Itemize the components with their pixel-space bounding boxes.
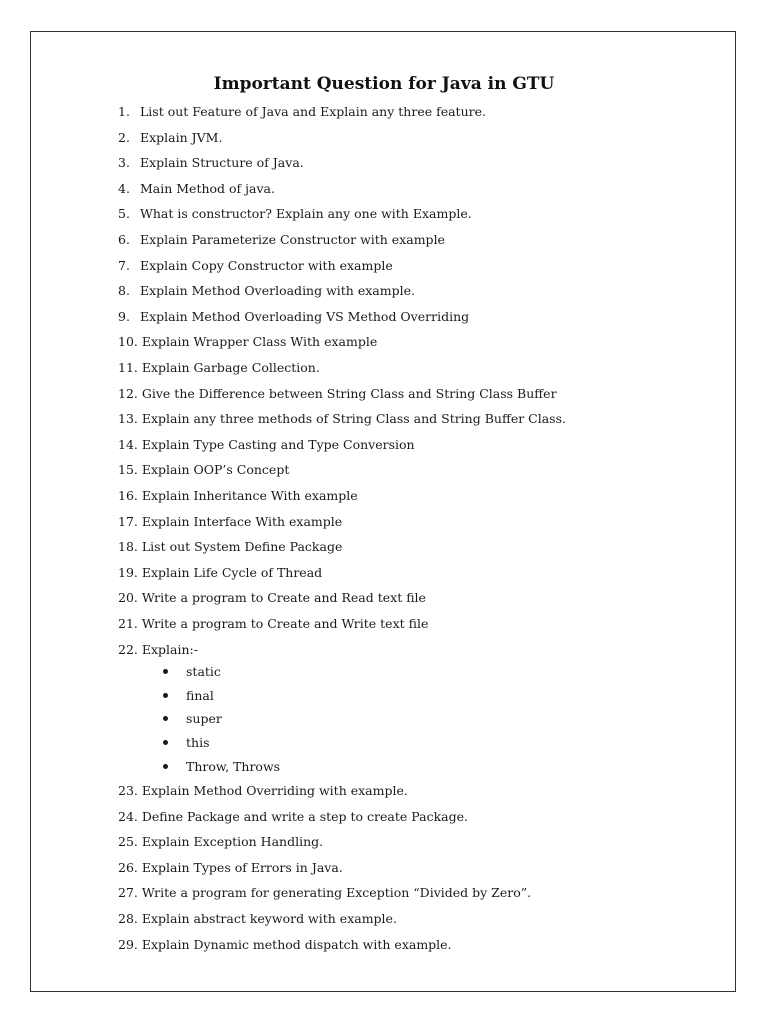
bullet-icon xyxy=(163,740,168,745)
question-item xyxy=(118,780,408,802)
question-text: Write a program for generating Exception “Divided by Zero”. xyxy=(141,885,532,901)
question-text: Explain Type Casting and Type Conversion xyxy=(141,436,415,452)
question-item xyxy=(118,434,415,456)
question-number: 4. xyxy=(118,180,130,196)
question-number: 24. xyxy=(118,808,138,824)
question-number: 19. xyxy=(118,564,138,580)
sub-item xyxy=(163,662,221,682)
question-text: Explain Types of Errors in Java. xyxy=(141,859,343,875)
sub-item xyxy=(163,709,222,729)
question-number: 7. xyxy=(118,257,130,273)
question-item xyxy=(118,229,445,251)
question-item xyxy=(118,806,468,828)
question-number: 2. xyxy=(118,129,130,145)
sub-item xyxy=(163,686,214,706)
question-text: Explain any three methods of String Class and String Buffer Class. xyxy=(141,411,566,427)
question-number: 8. xyxy=(118,283,130,299)
sub-item-text: static xyxy=(186,664,221,679)
sub-item xyxy=(163,757,280,777)
bullet-icon xyxy=(163,716,168,721)
question-text: List out System Define Package xyxy=(141,539,343,555)
question-number: 9. xyxy=(118,308,130,324)
question-text: Explain Parameterize Constructor with example xyxy=(139,232,445,247)
question-number: 5. xyxy=(118,206,130,222)
question-number: 22. xyxy=(118,641,138,657)
question-text: Explain Garbage Collection. xyxy=(141,360,320,375)
bullet-icon xyxy=(163,693,168,698)
question-text: Main Method of java. xyxy=(139,180,275,196)
question-text: Explain Copy Constructor with example xyxy=(139,257,393,273)
question-number: 23. xyxy=(118,783,138,798)
question-text: Explain Exception Handling. xyxy=(141,834,324,850)
question-item xyxy=(118,127,222,149)
question-text: Explain Method Overriding with example. xyxy=(141,783,408,798)
sub-item-text: super xyxy=(186,711,222,727)
sub-item-text: Throw, Throws xyxy=(186,758,281,774)
question-item xyxy=(118,908,397,930)
question-text: Explain Dynamic method dispatch with example. xyxy=(141,936,452,952)
question-number: 25. xyxy=(118,834,138,850)
question-number: 21. xyxy=(118,616,138,631)
question-item xyxy=(118,857,343,879)
document-title: Important Question for Java in GTU xyxy=(213,74,555,94)
question-number: 14. xyxy=(118,436,138,452)
question-item xyxy=(118,306,469,328)
question-item xyxy=(118,485,358,507)
question-item xyxy=(118,934,452,956)
question-text: Explain Wrapper Class With example xyxy=(141,334,378,350)
question-text: Explain abstract keyword with example. xyxy=(141,911,397,926)
question-text: Explain Method Overloading with example. xyxy=(139,283,415,299)
question-item xyxy=(118,152,304,174)
question-number: 17. xyxy=(118,513,138,529)
question-number: 27. xyxy=(118,885,138,901)
question-number: 10. xyxy=(118,334,138,350)
question-item xyxy=(118,459,289,481)
question-number: 29. xyxy=(118,936,138,952)
question-item xyxy=(118,536,342,558)
question-item xyxy=(118,639,198,661)
question-text: Explain Structure of Java. xyxy=(139,155,304,171)
question-number: 16. xyxy=(118,488,138,503)
question-text: Give the Difference between String Class and String Class Buffer xyxy=(141,385,557,401)
question-text: Explain Inheritance With example xyxy=(141,488,358,503)
question-text: What is constructor? Explain any one with Example. xyxy=(139,206,472,222)
question-number: 26. xyxy=(118,859,138,875)
question-item xyxy=(118,101,486,123)
question-number: 18. xyxy=(118,539,138,555)
bullet-icon xyxy=(163,764,168,769)
question-item xyxy=(118,357,320,379)
question-item xyxy=(118,178,275,200)
question-item xyxy=(118,613,428,635)
question-text: Write a program to Create and Write text file xyxy=(141,616,429,631)
question-item xyxy=(118,203,472,225)
question-text: List out Feature of Java and Explain any three feature. xyxy=(139,104,486,119)
sub-item xyxy=(163,733,210,753)
question-text: Define Package and write a step to create Package. xyxy=(141,808,468,824)
question-number: 20. xyxy=(118,590,138,606)
question-item xyxy=(118,383,557,405)
question-number: 12. xyxy=(118,385,138,401)
question-text: Explain Interface With example xyxy=(141,513,343,529)
question-text: Explain OOP’s Concept xyxy=(141,462,290,478)
question-item xyxy=(118,511,342,533)
question-text: Explain Life Cycle of Thread xyxy=(141,564,323,580)
question-item xyxy=(118,255,393,277)
question-text: Explain JVM. xyxy=(139,129,223,145)
question-item xyxy=(118,408,566,430)
question-number: 13. xyxy=(118,411,138,427)
sub-item-text: final xyxy=(186,687,214,703)
question-item xyxy=(118,562,322,584)
bullet-icon xyxy=(163,669,168,674)
question-item xyxy=(118,587,426,609)
question-item xyxy=(118,331,377,353)
question-text: Explain Method Overloading VS Method Overriding xyxy=(139,308,470,324)
question-number: 3. xyxy=(118,155,130,171)
question-number: 28. xyxy=(118,911,138,926)
question-text: Explain:- xyxy=(141,641,198,657)
question-number: 6. xyxy=(118,232,130,247)
question-number: 11. xyxy=(118,360,138,375)
question-number: 15. xyxy=(118,462,138,478)
question-item xyxy=(118,831,323,853)
question-item xyxy=(118,280,415,302)
question-text: Write a program to Create and Read text file xyxy=(141,590,426,606)
sub-item-text: this xyxy=(186,735,210,751)
question-item xyxy=(118,882,531,904)
question-number: 1. xyxy=(118,104,130,119)
